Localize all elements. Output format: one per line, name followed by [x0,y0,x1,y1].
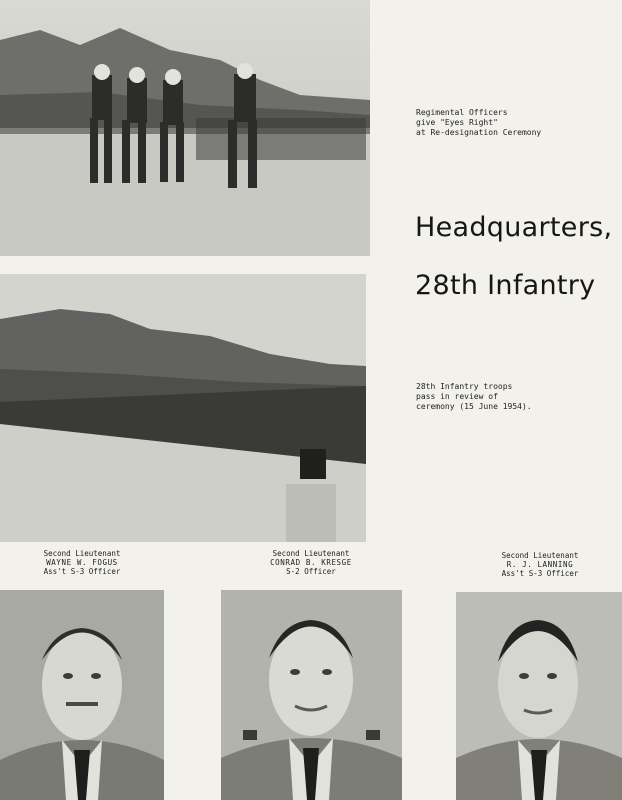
officer-role: Ass't S-3 Officer [43,567,121,576]
troops-review-photo [0,274,366,542]
officer-rank: Second Lieutenant [43,549,121,558]
officer-caption-1 [22,549,142,576]
page-title-line-1: Headquarters, [415,212,613,243]
salute-caption [416,108,566,138]
officer-rank: Second Lieutenant [501,551,579,560]
officer-caption-3 [480,551,600,578]
officer-rank: Second Lieutenant [272,549,350,558]
page-title-line-2: 28th Infantry [415,270,596,301]
officer-role: S-2 Officer [286,567,336,576]
review-caption [416,382,566,412]
review-caption-line: ceremony (15 June 1954). [416,402,532,411]
officer-portrait-2 [221,590,402,800]
officer-name: R. J. LANNING [506,560,574,569]
officer-role: Ass't S-3 Officer [501,569,579,578]
officer-portrait-3 [456,592,622,800]
officer-caption-2 [251,549,371,576]
salute-caption-line: give "Eyes Right" [416,118,498,127]
officer-name: WAYNE W. FOGUS [46,558,118,567]
officer-portrait-1 [0,590,164,800]
officers-salute-photo [0,0,370,256]
officer-name: CONRAD B. KRESGE [270,558,352,567]
review-caption-line: pass in review of [416,392,498,401]
review-caption-line: 28th Infantry troops [416,382,513,391]
salute-caption-line: Regimental Officers [416,108,508,117]
salute-caption-line: at Re-designation Ceremony [416,128,542,137]
